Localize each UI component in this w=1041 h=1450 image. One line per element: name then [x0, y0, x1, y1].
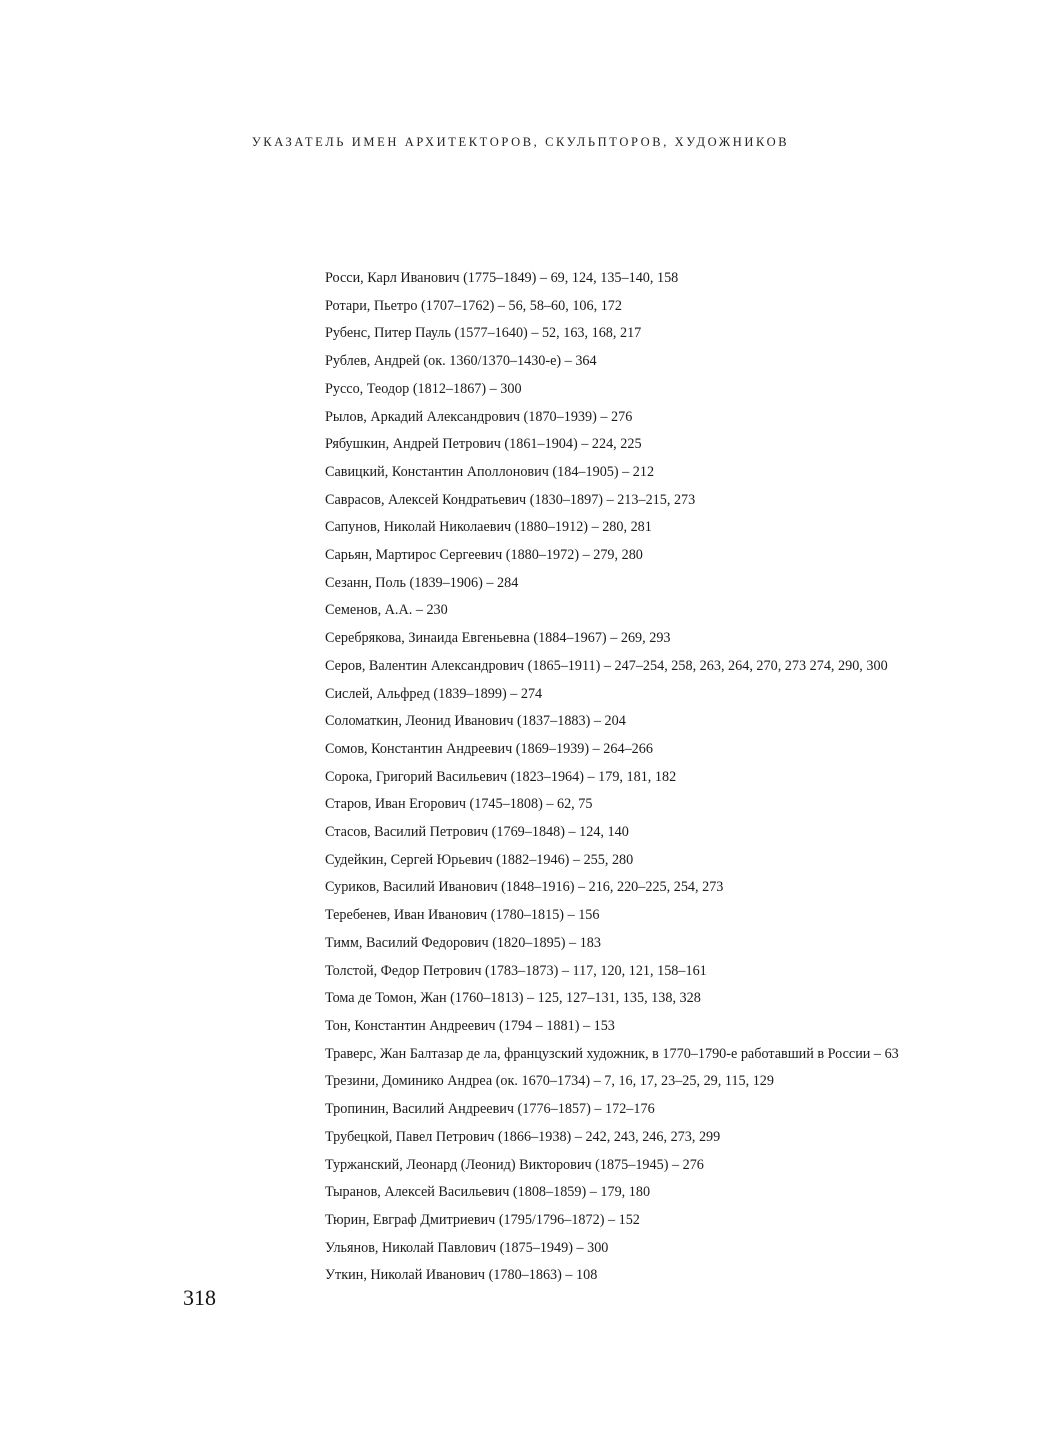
index-entry: Серебрякова, Зинаида Евгеньевна (1884–1967) – 269, 293 [325, 630, 671, 647]
index-entry: Семенов, А.А. – 230 [325, 602, 448, 619]
index-entry: Серов, Валентин Александрович (1865–1911) – 247–254, 258, 263, 264, 270, 273 274, 290, 300 [325, 657, 888, 674]
index-entry: Старов, Иван Егорович (1745–1808) – 62, 75 [325, 796, 593, 813]
index-entry: Руссо, Теодор (1812–1867) – 300 [325, 380, 522, 397]
index-entry: Сислей, Альфред (1839–1899) – 274 [325, 685, 543, 702]
index-entry: Савицкий, Константин Аполлонович (184–1905) – 212 [325, 463, 655, 480]
index-entry: Трезини, Доминико Андреа (ок. 1670–1734) – 7, 16, 17, 23–25, 29, 115, 129 [325, 1073, 774, 1090]
index-entry: Тюрин, Евграф Дмитриевич (1795/1796–1872) – 152 [325, 1211, 640, 1228]
index-entry: Рябушкин, Андрей Петрович (1861–1904) – 224, 225 [325, 436, 642, 453]
index-entry: Туржанский, Леонард (Леонид) Викторович (1875–1945) – 276 [325, 1156, 704, 1173]
index-entry: Тыранов, Алексей Васильевич (1808–1859) – 179, 180 [325, 1184, 651, 1201]
index-entry: Уткин, Николай Иванович (1780–1863) – 108 [325, 1267, 598, 1284]
index-entry: Траверс, Жан Балтазар де ла, французский художник, в 1770–1790-е работавший в России – 63 [325, 1045, 899, 1062]
index-entry: Стасов, Василий Петрович (1769–1848) – 124, 140 [325, 824, 629, 841]
index-entry: Сапунов, Николай Николаевич (1880–1912) – 280, 281 [325, 519, 652, 536]
index-entry: Рубенс, Питер Пауль (1577–1640) – 52, 163, 168, 217 [325, 325, 642, 342]
index-entry: Трубецкой, Павел Петрович (1866–1938) – 242, 243, 246, 273, 299 [325, 1128, 721, 1145]
running-head: УКАЗАТЕЛЬ ИМЕН АРХИТЕКТОРОВ, СКУЛЬПТОРОВ, ХУДОЖНИКОВ [251, 135, 790, 149]
index-entry: Суриков, Василий Иванович (1848–1916) – 216, 220–225, 254, 273 [325, 879, 724, 896]
index-entry: Ульянов, Николай Павлович (1875–1949) – 300 [325, 1239, 609, 1256]
index-entry: Рублев, Андрей (ок. 1360/1370–1430-е) – 364 [325, 353, 597, 370]
page-number: 318 [183, 1285, 216, 1310]
index-entry: Тимм, Василий Федорович (1820–1895) – 183 [325, 934, 601, 951]
index-entry: Ротари, Пьетро (1707–1762) – 56, 58–60, 106, 172 [325, 297, 622, 314]
index-list [325, 265, 925, 1290]
index-entry: Соломаткин, Леонид Иванович (1837–1883) – 204 [325, 713, 626, 730]
index-entry: Тома де Томон, Жан (1760–1813) – 125, 127–131, 135, 138, 328 [325, 990, 701, 1007]
index-entry: Теребенев, Иван Иванович (1780–1815) – 156 [325, 907, 600, 924]
index-entry: Сорока, Григорий Васильевич (1823–1964) – 179, 181, 182 [325, 768, 677, 785]
index-entry: Толстой, Федор Петрович (1783–1873) – 117, 120, 121, 158–161 [325, 962, 707, 979]
index-entry: Тон, Константин Андреевич (1794 – 1881) – 153 [325, 1017, 615, 1034]
index-entry: Тропинин, Василий Андреевич (1776–1857) – 172–176 [325, 1101, 655, 1118]
index-entry: Сарьян, Мартирос Сергеевич (1880–1972) – 279, 280 [325, 547, 643, 564]
index-entry: Саврасов, Алексей Кондратьевич (1830–1897) – 213–215, 273 [325, 491, 696, 508]
index-entry: Росси, Карл Иванович (1775–1849) – 69, 124, 135–140, 158 [325, 270, 679, 286]
index-entry: Сомов, Константин Андреевич (1869–1939) – 264–266 [325, 740, 653, 757]
index-entry: Судейкин, Сергей Юрьевич (1882–1946) – 255, 280 [325, 851, 634, 868]
index-entry: Сезанн, Поль (1839–1906) – 284 [325, 574, 519, 591]
index-entry: Рылов, Аркадий Александрович (1870–1939) – 276 [325, 408, 633, 425]
